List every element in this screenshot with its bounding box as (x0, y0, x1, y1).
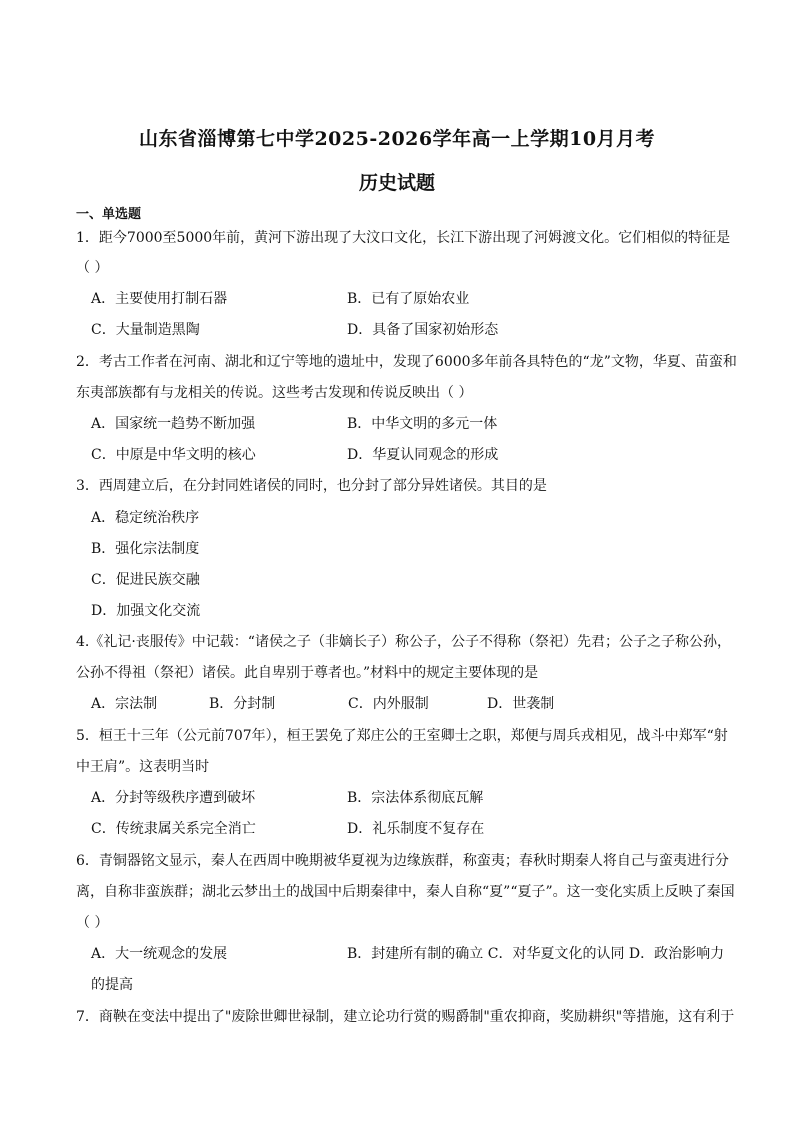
q5-option-b: B．宗法体系彻底瓦解 (347, 790, 484, 806)
q4-option-c: C．内外服制 (348, 696, 429, 712)
question-7-stem: 7．商鞅在变法中提出了"废除世卿世禄制，建立论功行赏的赐爵制"重农抑商，奖励耕织"等措施，这有利于 (76, 1009, 735, 1025)
section-heading: 一、单选题 (76, 207, 142, 222)
q6-option-d-cont: 的提高 (91, 977, 133, 993)
q1-option-d: D．具备了国家初始形态 (347, 322, 499, 338)
question-3-stem: 3．西周建立后，在分封同姓诸侯的同时，也分封了部分异姓诸侯。其目的是 (76, 478, 547, 494)
q1-option-a: A．主要使用打制石器 (91, 291, 228, 307)
q4-option-a: A．宗法制 (91, 696, 158, 712)
q2-option-d: D．华夏认同观念的形成 (347, 447, 499, 463)
question-5-stem: 5．桓王十三年（公元前707年），桓王罢免了郑庄公的王室卿士之职，郑便与周兵戎相见，战斗中郑军“射 (76, 728, 728, 744)
question-1-blank: （ ） (76, 260, 109, 276)
exam-subtitle: 历史试题 (358, 172, 435, 194)
q5-option-c: C．传统隶属关系完全消亡 (91, 821, 256, 837)
q3-option-c: C．促进民族交融 (91, 572, 200, 588)
exam-title: 山东省淄博第七中学2025-2026学年高一上学期10月月考 (138, 128, 656, 150)
q6-option-a: A．大一统观念的发展 (91, 946, 228, 962)
question-2-stem-cont: 东夷部族都有与龙相关的传说。这些考古发现和传说反映出（ ） (76, 385, 473, 401)
question-6-blank: （ ） (76, 915, 109, 931)
q4-option-b: B．分封制 (209, 696, 276, 712)
q1-option-b: B．已有了原始农业 (347, 291, 470, 307)
question-6-stem: 6．青铜器铭文显示，秦人在西周中晚期被华夏视为边缘族群，称蛮夷；春秋时期秦人将自己与蛮夷进行分 (76, 853, 729, 869)
q5-option-a: A．分封等级秩序遭到破坏 (91, 790, 256, 806)
q3-option-d: D．加强文化交流 (91, 603, 201, 619)
q4-option-d: D．世袭制 (487, 696, 555, 712)
q6-options-bcd: B．封建所有制的确立 C．对华夏文化的认同 D．政治影响力 (347, 946, 725, 962)
q5-option-d: D．礼乐制度不复存在 (347, 821, 485, 837)
question-6-stem-cont: 离，自称非蛮族群；湖北云梦出土的战国中后期秦律中，秦人自称“夏”“夏子”。这一变化实质上反映了秦国 (76, 884, 735, 900)
q2-option-c: C．中原是中华文明的核心 (91, 447, 256, 463)
question-4-stem: 4.《礼记·丧服传》中记载：“诸侯之子（非嫡长子）称公子，公子不得称（祭祀）先君；公子之子称公孙， (76, 634, 731, 650)
question-1-stem: 1．距今7000至5000年前，黄河下游出现了大汶口文化，长江下游出现了河姆渡文化。它们相似的特征是 (76, 230, 731, 246)
q2-option-b: B．中华文明的多元一体 (347, 416, 498, 432)
q3-option-a: A．稳定统治秩序 (91, 510, 200, 526)
q1-option-c: C．大量制造黑陶 (91, 322, 200, 338)
question-2-stem: 2．考古工作者在河南、湖北和辽宁等地的遗址中，发现了6000多年前各具特色的“龙”文物，华夏、苗蛮和 (76, 354, 737, 370)
q2-option-a: A．国家统一趋势不断加强 (91, 416, 256, 432)
q3-option-b: B．强化宗法制度 (91, 541, 200, 557)
question-5-stem-cont: 中王肩”。这表明当时 (76, 759, 210, 775)
question-4-stem-cont: 公孙不得祖（祭祀）诸侯。此自卑别于尊者也。”材料中的规定主要体现的是 (76, 665, 539, 681)
